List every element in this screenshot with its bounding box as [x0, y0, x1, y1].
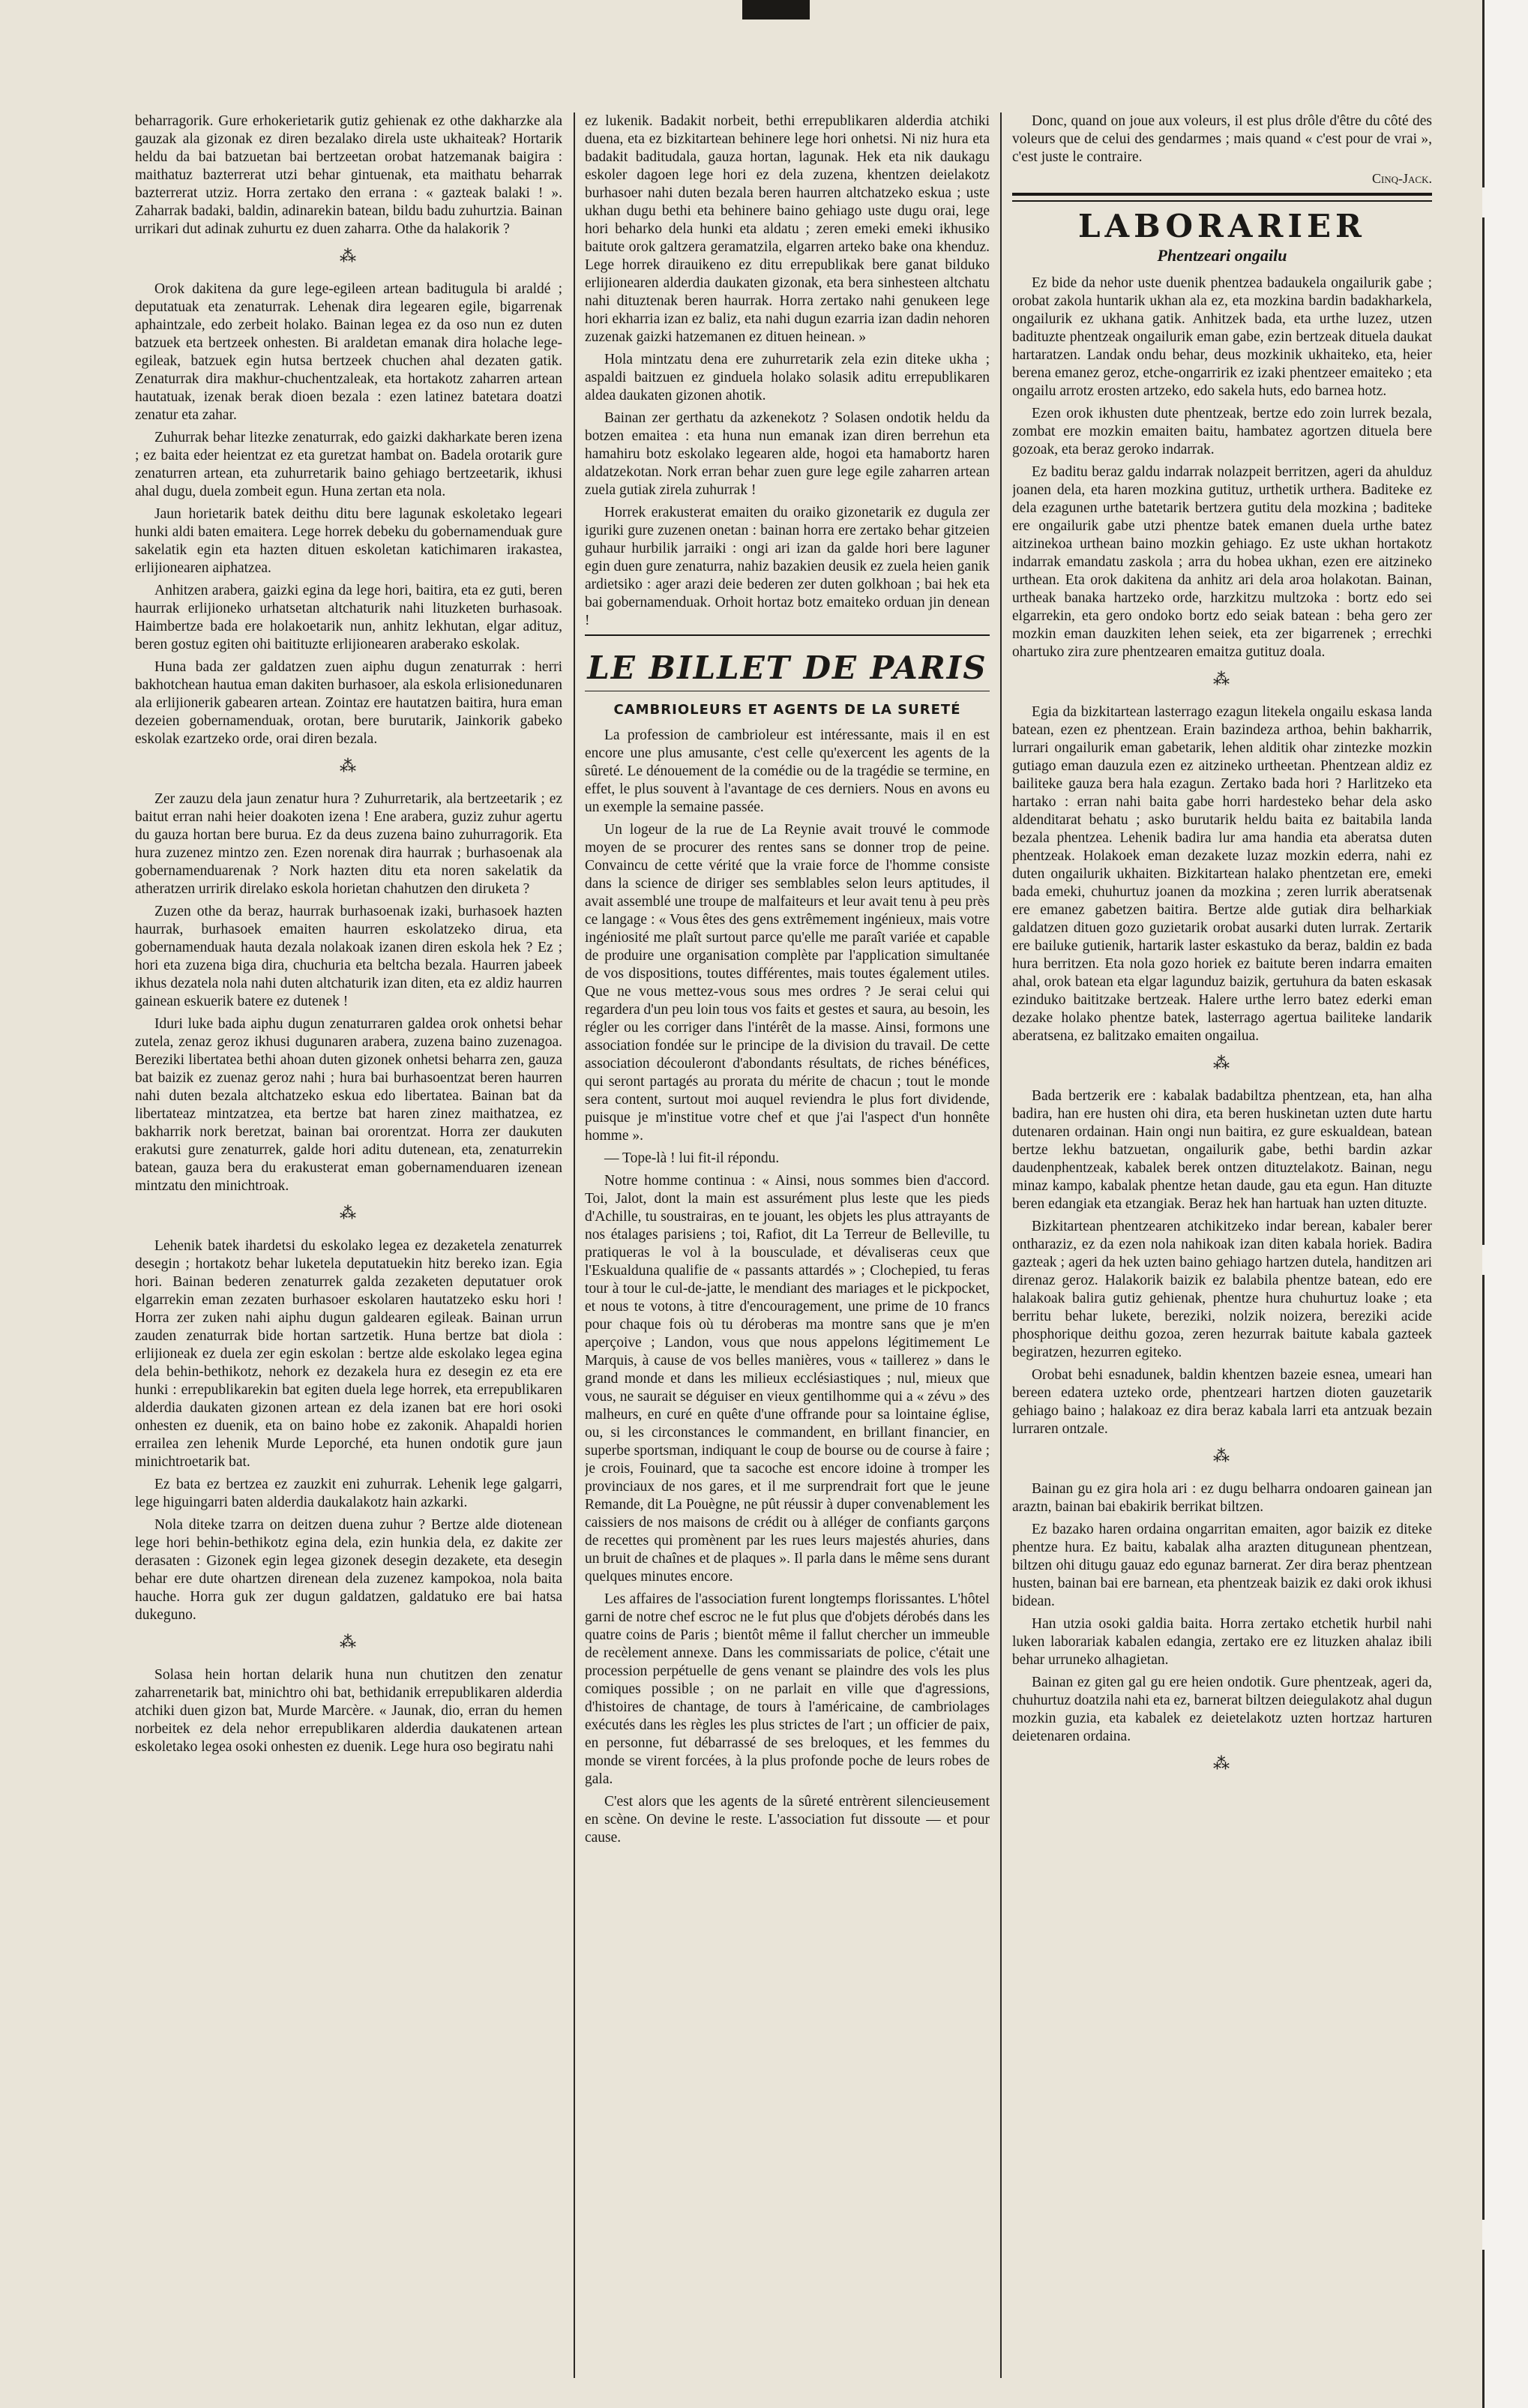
paragraph: Notre homme continua : « Ainsi, nous sommes bien d'accord. Toi, Jalot, dont la main est assurément plus leste que les pieds d'Achille, tu soustrairas, en te jouant, les objets les plus attrayants de nos étalages parisiens ; toi, Rafiot, dit La Terreur de Belleville, tu pratiqueras le vol à la bousculade, et dévaliseras ceux que l'Eskualduna qualifie de « passants attardés » ; Clochepied, tu feras tour à tour le cul-de-jatte, le mendiant des mariages et le pickpocket, et nous te votons, à titre d'encouragement, une prime de 10 francs pour chaque fois où tu déroberas ma montre sans que je m'en aperçoive ; Landon, vous que nous appelons légitimement Le Marquis, à cause de vos belles manières, vous « taillerez » dans le grand monde et dans les milieux ecclésiastiques ; nul, mieux que vous, ne saurait se déguiser en vieux gentilhomme qui a « zévu » des malheurs, en curé en quête d'une offrande pour sa lointaine église, ou, si les circonstances le commandent, en brillant financier, en superbe sportsman, indiquant le coup de bourse ou de course à faire ; je crois, Fouinard, que ta sacoche est encore idoine à tromper les provinciaux de nos gares, et il me surprendrait fort que le jeune Remande, dit La Pouègne, ne pût réussir à duper convenablement les caissiers de nos maisons de crédit ou à alléger de confiants garçons de recettes qui promènent par les rues leurs majestés ahuries, dans un bruit de chaînes et de plaques ». Il parla dans le même sens durant quelques minutes encore.	[585, 1173, 990, 1585]
section-separator: ⁂	[340, 247, 358, 265]
section-separator: ⁂	[340, 1633, 358, 1651]
paragraph: Hola mintzatu dena ere zuhurretarik zela ezin diteke ukha ; aspaldi baitzuen ez ginduela holako solasik aditu errepublikaren aldea daukaten gizonen ahotik.	[585, 352, 990, 403]
paragraph: Ez bide da nehor uste duenik phentzea badaukela ongailurik gabe ; orobat zakola huntarik ukhan ala ez, eta mozkina bardin badakharkela, ongailurik ez ukhana gatik. Anhitzek bada, eta urthe luzez, utzen badituzte phentzeak ongailurik eman gabe, ezin bertzeak dituela daukat hartaratzen. Landak ondu behar, deus mozkinik ukhaiteko, eta, heier berena emanez geroz, etche-ongarririk ez izaki phentzeer emaiteko ; eta ongailu arrotz erosten artzeko, edo sakela huts, edo barnea hotz.	[1012, 274, 1432, 399]
paragraph: Huna bada zer galdatzen zuen aiphu dugun zenaturrak : herri bakhotchean hautua eman dakiten burhasoer, ala eskola erlisionedunaren ala erlijionerik gabearen artean. Zointaz ere hautatzen baitira, hura eman dezeien gobernamenduak, orotan, bere burutarik, Jainkorik gabeko eskolak ezartzeko orde, orai diren bezala.	[135, 659, 562, 747]
paragraph: Bada bertzerik ere : kabalak badabiltza phentzean, eta, han alha badira, han ere husten ohi dira, eta beren huskinetan uzten dute hartu dutenaren ordainan. Hain ongi nun baitira, ez gure eskualdean, batean bertze lekhu batzuetan, ongailurik gabe, bethi bardin azkar daudenphentzeak, kabalek berek ontzen dituztelakotz. Bainan, negu minaz kampo, kabalak phentze hetan daude, gau eta egun. Han dituzte beren edangiak eta etzangiak. Beraz hek han hartuak han uzten dituzte.	[1012, 1087, 1432, 1212]
paragraph: Donc, quand on joue aux voleurs, il est plus drôle d'être du côté des voleurs que de celui des gendarmes ; mais quand « c'est pour de vrai », c'est juste le contraire.	[1012, 113, 1432, 165]
paragraph: Zer zauzu dela jaun zenatur hura ? Zuhurretarik, ala bertzeetarik ; ez baitut erran nahi heier doakoten izena ! Ene arabera, guziz zuhur agertu du gauza hortan bere burua. Ez da deus zuzena baino zuhurragorik. Eta hura zuzenez mintzo zen. Ezen norenak dira haurrak ; burhasoenak ala gobernamenduarenak ? Nork hazten ditu eta noren sakelatik da atheratzen urririk direlako eskola horietan chahutzen den diruketa ?	[135, 791, 562, 897]
paragraph: Bizkitartean phentzearen atchikitzeko indar berean, kabaler berer ontharaziz, ez da ezen nola nahikoak izan diten kabala horiek. Badira gazteak ; ageri da hek uzten baino gehiago hartzen dutela, handitzen ari direnaz geroz. Halakorik baizik ez balabila phentze batean, edo ere halakoak balira gutiz gehienak, phentze hura chuhurtuz loake ; eta berritu behar lukete, bereziki, nolzik noizera, bereziki acide phosphorique deithu gozoa, zeren hezurrak baitute kabala gazteek begiratzen, hezurren egiteko.	[1012, 1218, 1432, 1360]
paragraph: Zuhurrak behar litezke zenaturrak, edo gaizki dakharkate beren izena ; ez baita eder heientzat ez eta guretzat hambat on. Badela orotarik gure zenaturren artean, eta zuhurretarik baino gehiago bertzeetarik, ikhusi ahal dugu, duela zombeit egun. Huna zertan eta nola.	[135, 430, 562, 499]
divider	[1012, 200, 1432, 202]
paragraph: Egia da bizkitartean lasterrago ezagun litekela ongailu eskasa landa batean, ezen ez phentzean. Erain bazindeza arthoa, behin bakharrik, lurrari ongailurik eman gabetarik, lehen alditik ohar zintezke mozkin gutiago eman dauzula ezen ez aitzineko urtheetan. Phentzean aldiz ez bailiteke gauza bera hala ezagun. Zertako bada hori ? Harlitzeko eta hartako : erran nahi baita gabe horri hardesteko behar dela asko aldenditarat behatu ; asko burutarik heldu baita ez baitabila landa bezala phentzea. Lehenik badira lur ama handia eta aberatsa duten phentzeak. Holakoek eman dezakete luzaz mozkin ederra, nahi ez duten ongailurik ukhaiten. Bizkitartean halako phentzetan ere, emeki bada emeki, chuhurtuz joanen da mozkina ; zeren lurrik aberatsenak ere emanez gabetzen baitira. Bertze alde gutiak dira belharkiak galdatzen dituen gozo guzietarik orobat ausarki duten lurrak. Zertarik ere bailuke gutienik, hartarik laster eskastuko da beraz, baldin ez bada hura berritzen. Eta nola gozo horiek ez baitute beren indarra emaiten ahal, orok batean eta elgar lagunduz baizik, gertuhura da baten eskasak ezinduko baititzake bertzeak. Halere urthe lerro batez ederki eman dezake holako phentze batek, lasterrago agertua bailiteke landarik aberatsena, ez balitzako emaiten ongailua.	[1012, 703, 1432, 1044]
column-rule-left	[574, 112, 575, 2378]
section-separator: ⁂	[1213, 1446, 1231, 1465]
section-separator: ⁂	[340, 757, 358, 775]
paragraph: Zuzen othe da beraz, haurrak burhasoenak izaki, burhasoek hazten haurrak, burhasoek emaiten haurren eskolatzeko dirua, eta gobernamenduak hauta dezala nolakoak izanen diren eskola hek ? Ez ; hori eta zuzena biga dira, chuchuria eta beltcha bezala. Haurren jabeek ikhus dezatela nola nahi duten altchaturik izan diten, eta ez aldiz haurren gainean eskuerik batere ez dutenek !	[135, 904, 562, 1009]
paragraph: Bainan zer gerthatu da azkenekotz ? Solasen ondotik heldu da botzen emaitea : eta huna nun emanak izan diren berrehun eta hamahiru botz eskolako legearen alde, hogoi eta hamabortz haren aldatzekotan. Nork erran behar zuen gure lege egile zaharren artean zuela gutiak zirela zuhurrak !	[585, 410, 990, 498]
torn-top-edge	[742, 0, 810, 19]
article-subhead: CAMBRIOLEURS ET AGENTS DE LA SURETÉ	[613, 702, 961, 718]
author-signature: Cinq-Jack.	[1371, 171, 1432, 186]
paragraph: Iduri luke bada aiphu dugun zenaturraren galdea orok onhetsi behar zutela, zenaz geroz ikhusi dugunaren arabera, zuzena baino zuzenagoa. Bereziki libertatea bethi ahoan duten gizonek onhetsi beharra zen, gauza bat baizik ez zuenaz geroz nahi ; hura bai burhasoentzat beren haurren nahi duten bezala altchatzeko eskua edo libertatea. Bainan bat da libertateaz mintzatzea, eta bertze bat haren zinez maithatzea, ez bakharrik nork beretzat, bainan bai ororentzat. Horra zer daukuten erakutsi gure zenaturrek, galde hori aditu dutenean, eta, zenaturrekin batean, gauza bera du erakusterat eman gobernamenduaren izenean mintzatu den minichtroak.	[135, 1016, 562, 1194]
paragraph: Ez bata ez bertzea ez zauzkit eni zuhurrak. Lehenik lege galgarri, lege higuingarri baten alderdia daukalakotz hain azkarki.	[135, 1477, 562, 1510]
column-left	[135, 112, 562, 2377]
paragraph: Les affaires de l'association furent longtemps florissantes. L'hôtel garni de notre chef escroc ne le fut plus que d'objets dérobés dans les quatre coins de Paris ; bientôt même il fallut chercher un immeuble de recèlement annexe. Dans les commissariats de police, c'était une procession perpétuelle de gens venant se plaindre des vols les plus comiques possible ; on ne parlait en ville que d'agressions, d'histoires de chantage, de tours à l'américaine, de cambriolages exécutés dans les règles les plus strictes de l'art ; un officier de paix, en personne, fut débarrassé de ses breloques, et les femmes du monde se virent forcées, à la plus profonde poche de leurs robes de gala.	[585, 1591, 990, 1787]
paragraph: Solasa hein hortan delarik huna nun chutitzen den zenatur zaharrenetarik bat, minichtro ohi bat, bethidanik errepublikaren alderdia atchiki duen gizon bat, Murde Marcère. « Jaunak, dio, erran du hemen norbeitek ez dela nehor errepublikaren alderdia daukatenen artean eskoletako legea osoki onhesten ez duenik. Lege hura oso begiratu nahi	[135, 1667, 562, 1755]
paragraph: Nola diteke tzarra on deitzen duena zuhur ? Bertze alde diotenean lege hori behin-bethikotz egina dela, ezin hunkia dela, ez dakite zer derasaten : Gizonek egin legea gizonek desegin dezakete, eta desegin behar ere dute ohartzen direnean dela zuzenez kampokoa, nola baita hauche. Horra guk zer dugun galdatzen, galdatuko ere bai hatsa dukeguno.	[135, 1517, 562, 1623]
column-right	[1012, 112, 1432, 2377]
section-separator: ⁂	[1213, 669, 1231, 688]
paragraph: ez lukenik. Badakit norbeit, bethi errepublikaren alderdia atchiki duena, eta ez bizkitartean behinere lege hori onhetsi. Ni niz hura eta badakit baditudala, gauza hortan, lagunak. Hek eta nik daukagu eskoler dagoen lege hori ez dela zuzena, khentzen deielakotz burhasoer nahi duten bezala beren haurren altchatzeko eskua ; uste ukhan dugu bethi eta behinere baino gehiago uste dugu orai, lege hori beharko dela hunki eta aldatu ; zeren emeki emeki ikhusiko baitute orok galtzera geramatzila, elgarren arteko bake ona khenduz. Lege horrek dirauikeno ez ditu errepublikak bere ganat bilduko erlijionearen alderdia daukaten gizonak, eta bera sinhesteen altchatu nahi dituztenak beren haurrak. Horra zertako nahi genukeen lege hori ekharria izan ez baliz, eta nahi dugun ezarria izan dadin nehoren zuzenak gaizki hatzemanen ez dituen heinean. »	[585, 113, 990, 345]
paragraph: C'est alors que les agents de la sûreté entrèrent silencieusement en scène. On devine le reste. L'association fut dissoute — et pour cause.	[585, 1794, 990, 1846]
billet-masthead: LE BILLET DE PARIS	[587, 649, 987, 686]
paragraph: Un logeur de la rue de La Reynie avait trouvé le commode moyen de se procurer des rentes sans se donner trop de peine. Convaincu de cette vérité que la vraie force de l'homme consiste dans la science de diriger ses semblables selon leurs aptitudes, il avait assemblé une troupe de malfaiteurs et leur avait tenu à peu près ce langage : « Vous êtes des gens extrêmement ingénieux, mais votre ingéniosité me plaît surtout parce qu'elle me paraît variée et capable de produire une organisation complète par l'application simultanée de vos dispositions, toutes différentes, mais toutes également utiles. Que ne vous mettez-vous sous mes ordres ? Je serai celui qui regardera d'un peu loin tous vos faits et gestes et saura, au besoin, les régler ou les corriger dans l'intérêt de la masse. Ainsi, formons une association fondée sur le principe de la division du travail. De cette association découleront d'abondants résultats, de riches bénéfices, qui seront partagés au prorata du mérite de chacun ; tout le monde sera content, surtout moi auquel reviendra le plus fort dividende, puisque je m'institue votre chef et que j'ai l'aspect d'un honnête homme ».	[585, 822, 990, 1144]
paragraph: Ez baditu beraz galdu indarrak nolazpeit berritzen, ageri da ahulduz joanen dela, eta haren mozkina gutituz, urthetik urthera. Baditeke ez dela ezagunen urthe batetarik bertzera gutitu dela mozkina ; baditeke ere ongailurik gabe utzi phentze batek emanen duela urthe batez aitzinekoa urthean baino mozkin gehiago. Ez uste ukhan hortakotz indarrak emandatu zaskola ; arra du hobea ukhan, ezen ere aitzineko urthean. Eta orok dakitena da anhitz ari dela aroa holakotan. Bainan, urtheak banaka hartzeko orde, harzkitzu multzoka : bortz edo sei elgarrekin, eta gero ondoko bortz edo seiak batean : beha gero zer mozkin eman dauzkiten lehen seiek, eta zer bigarrenek ; errechki ohartuko zira zure phentzearen emaitza gutituz doala.	[1012, 463, 1432, 660]
paragraph: Lehenik batek ihardetsi du eskolako legea ez dezaketela zenaturrek desegin ; hortakotz behar luketela deputatuekin hitz bereko izan. Egia hori. Bainan bederen zenaturrek galda zezaketen deputatuer orok elgarrekin eman zezaten burhasoer eskolaren hautatzeko esku hori ! Horra zer zuken nahi aiphu dugun galdearen egileak. Bainan urrun zauden zenaturrak bide hortan sartzetik. Huna bertze bat diola : erlijioneak ez duela zer egin eskolan : bertze alde eskolako legea egina dela behin-bethikotz, nehork ez dezakela hura ez desegin ez eta ere hunki : errepublikarekin bat egiten duela lege horrek, eta errepublikaren alderdia daukaten gizonen artean ez dela izanen bat ere hori osoki onhesten ez duenik, eta on baino hobe ez zakonik. Ahapaldi horien errailea zen lehenik Murde Leporché, eta hunen ondotik gure jaun minichtroetarik bat.	[135, 1238, 562, 1470]
paragraph: Anhitzen arabera, gaizki egina da lege hori, baitira, eta ez guti, beren haurrak erlijioneko urhatsetan altchaturik nahi lituzketen burhasoak. Haimbertze bada ere holakoetarik nun, anhitz lekhutan, elgar adituz, beren gostuz egiten ohi baitituzte erlijionearen araberako eskolak.	[135, 583, 562, 652]
paragraph: Jaun horietarik batek deithu ditu bere lagunak eskoletako legeari hunki aldi baten emaitera. Lege horrek debeku du gobernamenduak gure sakelatik egin eta hazten dituen eskoletan katichimaren irakastea, erlijionearen aiphatzea.	[135, 506, 562, 576]
divider	[1012, 193, 1432, 196]
paragraph: Orok dakitena da gure lege-egileen artean baditugula bi araldé ; deputatuak eta zenaturrak. Lehenak dira legearen egile, bigarrenak aphaintzale, edo zerbeit holako. Bainan legea ez da oso nun ez duten batzuek eta bertzeek onhesten. Bi araldetan emanak dira holache lege-egileak, batzuek egin hutsa bertzeek chuchen ahal dezaten gatik. Zenaturrak dira makhur-chuchentzaleak, eta hortakotz zaharren artean hautatuak, izenak berak dioen bezala : ezen latinez batetara doatzi zenatur eta zahar.	[135, 281, 562, 423]
column-middle	[585, 112, 990, 2377]
section-title: LABORARIER	[1078, 207, 1366, 244]
paragraph: — Tope-là ! lui fit-il répondu.	[604, 1150, 780, 1166]
section-separator: ⁂	[1213, 1753, 1231, 1773]
section-separator: ⁂	[1213, 1053, 1231, 1072]
paragraph: Orobat behi esnadunek, baldin khentzen bazeie esnea, umeari han bereen edatera uzteko orde, phentzeari hartzen dioten gauzetarik gehiago baino ; halakoaz ez dira beraz kabala larri eta antzuak bezain lurraren ontzale.	[1012, 1366, 1432, 1437]
section-subtitle: Phentzeari ongailu	[1157, 245, 1287, 265]
paragraph: Horrek erakusterat emaiten du oraiko gizonetarik ez dugula zer iguriki gure zuzenen onetan : bainan horra ere zertako behar gitzeien guhaur hurbilik jarraiki : ongi ari izan da galde hori bere laguner egin duen gure zenaturra, nahiz bazakien deusik ez zuela heien ganik ardietsiko : ager arazi deie bederen zer duten golkhoan ; bai hek eta bai gobernamenduak. Orhoit hortaz botz emaiteko orduan jin denean !	[585, 505, 990, 628]
page-right-margin	[1482, 0, 1528, 2408]
section-separator: ⁂	[340, 1204, 358, 1222]
paragraph: Ezen orok ikhusten dute phentzeak, bertze edo zoin lurrek bezala, zombat ere mozkin emaiten baitu, hambatez agortzen dituela bere gozoak, eta beraz geroko indarrak.	[1012, 405, 1432, 457]
paragraph: Bainan ez giten gal gu ere heien ondotik. Gure phentzeak, ageri da, chuhurtuz doatzila nahi eta ez, barnerat biltzen deiegulakotz ahal dugun mozkin guzia, eta kabalek ez deietelakotz uzten hortzaz harturen deietenaren ordaina.	[1012, 1674, 1432, 1744]
column-rule-right	[1000, 112, 1002, 2378]
paragraph: Han utzia osoki galdia baita. Horra zertako etchetik hurbil nahi luken laborariak kabalen edangia, zertako ere ez lituzken ahalaz ibili behar urruneko alhagietan.	[1012, 1615, 1432, 1668]
divider	[585, 634, 990, 636]
paragraph: beharragorik. Gure erhokerietarik gutiz gehienak ez othe dakharzke ala gauzak ala gizonak ez diren bezalako direla uste ukhaiteak? Hortarik heldu da bai batzuetan bai bertzeetan orobat hatzemanak baigira : maithatuz bazterrerat utzi behar gintuenak, eta maithatu beharrak bazterrerat utziz. Horra zertako den errana : « gazteak balaki ! ». Zaharrak badaki, baldin, adinarekin batean, bildu badu zuhurtzia. Bainan urrikari dut adinak zuhurtu ez duen zaharra. Othe da halakorik ?	[135, 113, 562, 237]
divider	[585, 691, 990, 692]
paragraph: La profession de cambrioleur est intéressante, mais il en est encore une plus amusante, c'est celle qu'exercent les agents de la sûreté. Le dénouement de la comédie ou de la tragédie se termine, en effet, le plus souvent à l'avantage de ces derniers. Nous en avons eu un exemple la semaine passée.	[585, 727, 990, 815]
paragraph: Ez bazako haren ordaina ongarritan emaiten, agor baizik ez diteke phentze hura. Ez baitu, kabalak alha arazten ditugunean phentzean, biltzen ohi ditugu gauaz edo egunaz barnerat. Zer dira beraz phentzean husten, bainan bai ere barnean, eta phentzeak baizik ez daki orok ikhusi bidean.	[1012, 1521, 1432, 1609]
paragraph: Bainan gu ez gira hola ari : ez dugu belharra ondoaren gainean jan araztn, bainan bai ebakirik berrikat biltzen.	[1012, 1480, 1432, 1515]
